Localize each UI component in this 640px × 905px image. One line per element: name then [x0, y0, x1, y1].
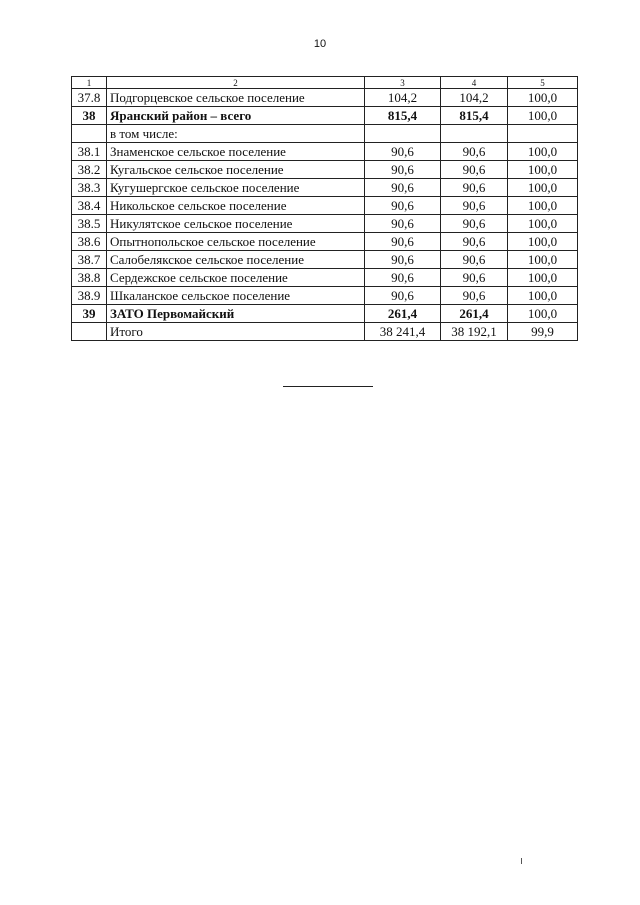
- table-row: [72, 215, 578, 233]
- row-name-cell: Кугальское сельское поселение: [107, 161, 365, 179]
- table-row: [72, 305, 578, 323]
- table-row: [72, 251, 578, 269]
- row-number-cell: 38.6: [72, 233, 107, 251]
- column-header: 1: [72, 77, 107, 89]
- planned-value-cell: 90,6: [365, 269, 441, 287]
- row-number-cell: [72, 125, 107, 143]
- table-row: [72, 125, 578, 143]
- planned-value-cell: [365, 125, 441, 143]
- row-number-cell: 38.7: [72, 251, 107, 269]
- row-name-cell: Кугушергское сельское поселение: [107, 179, 365, 197]
- actual-value-cell: 90,6: [441, 269, 508, 287]
- planned-value-cell: 90,6: [365, 233, 441, 251]
- actual-value-cell: 104,2: [441, 89, 508, 107]
- row-name-cell: Итого: [107, 323, 365, 341]
- actual-value-cell: [441, 125, 508, 143]
- column-header: 2: [107, 77, 365, 89]
- planned-value-cell: 90,6: [365, 287, 441, 305]
- table-row: [72, 161, 578, 179]
- table-row: [72, 323, 578, 341]
- end-rule: [283, 386, 373, 387]
- actual-value-cell: 90,6: [441, 161, 508, 179]
- planned-value-cell: 104,2: [365, 89, 441, 107]
- percent-cell: 100,0: [508, 269, 578, 287]
- row-number-cell: 38.9: [72, 287, 107, 305]
- actual-value-cell: 261,4: [441, 305, 508, 323]
- table-row: [72, 287, 578, 305]
- planned-value-cell: 815,4: [365, 107, 441, 125]
- table-row: [72, 89, 578, 107]
- column-header: 3: [365, 77, 441, 89]
- planned-value-cell: 38 241,4: [365, 323, 441, 341]
- table-row: [72, 269, 578, 287]
- percent-cell: 100,0: [508, 251, 578, 269]
- row-name-cell: Сердежское сельское поселение: [107, 269, 365, 287]
- row-number-cell: 38.4: [72, 197, 107, 215]
- actual-value-cell: 90,6: [441, 233, 508, 251]
- actual-value-cell: 90,6: [441, 143, 508, 161]
- percent-cell: 100,0: [508, 197, 578, 215]
- table-row: [72, 179, 578, 197]
- row-name-cell: Никулятское сельское поселение: [107, 215, 365, 233]
- percent-cell: 100,0: [508, 215, 578, 233]
- allocation-table: [71, 76, 578, 341]
- actual-value-cell: 90,6: [441, 287, 508, 305]
- percent-cell: 100,0: [508, 305, 578, 323]
- table-body: [72, 89, 578, 341]
- row-number-cell: 38.8: [72, 269, 107, 287]
- column-header: 4: [441, 77, 508, 89]
- actual-value-cell: 90,6: [441, 179, 508, 197]
- row-number-cell: 37.8: [72, 89, 107, 107]
- percent-cell: 100,0: [508, 233, 578, 251]
- row-number-cell: 39: [72, 305, 107, 323]
- row-number-cell: 38.3: [72, 179, 107, 197]
- scan-speck: [521, 858, 522, 864]
- planned-value-cell: 90,6: [365, 179, 441, 197]
- row-name-cell: Знаменское сельское поселение: [107, 143, 365, 161]
- actual-value-cell: 90,6: [441, 251, 508, 269]
- planned-value-cell: 261,4: [365, 305, 441, 323]
- row-name-cell: Салобелякское сельское поселение: [107, 251, 365, 269]
- percent-cell: 99,9: [508, 323, 578, 341]
- planned-value-cell: 90,6: [365, 197, 441, 215]
- percent-cell: 100,0: [508, 161, 578, 179]
- row-name-cell: в том числе:: [107, 125, 365, 143]
- row-name-cell: Подгорцевское сельское поселение: [107, 89, 365, 107]
- planned-value-cell: 90,6: [365, 161, 441, 179]
- column-number-row: [72, 77, 578, 89]
- row-name-cell: Яранский район – всего: [107, 107, 365, 125]
- planned-value-cell: 90,6: [365, 251, 441, 269]
- row-number-cell: 38: [72, 107, 107, 125]
- column-header: 5: [508, 77, 578, 89]
- percent-cell: [508, 125, 578, 143]
- table-row: [72, 143, 578, 161]
- table-row: [72, 197, 578, 215]
- row-name-cell: Опытнопольское сельское поселение: [107, 233, 365, 251]
- row-name-cell: ЗАТО Первомайский: [107, 305, 365, 323]
- percent-cell: 100,0: [508, 179, 578, 197]
- row-number-cell: 38.1: [72, 143, 107, 161]
- actual-value-cell: 90,6: [441, 215, 508, 233]
- page-number: 10: [313, 38, 327, 50]
- percent-cell: 100,0: [508, 143, 578, 161]
- row-number-cell: [72, 323, 107, 341]
- row-number-cell: 38.2: [72, 161, 107, 179]
- actual-value-cell: 38 192,1: [441, 323, 508, 341]
- row-name-cell: Шкаланское сельское поселение: [107, 287, 365, 305]
- table-row: [72, 233, 578, 251]
- table-row: [72, 107, 578, 125]
- percent-cell: 100,0: [508, 89, 578, 107]
- percent-cell: 100,0: [508, 287, 578, 305]
- percent-cell: 100,0: [508, 107, 578, 125]
- actual-value-cell: 90,6: [441, 197, 508, 215]
- planned-value-cell: 90,6: [365, 215, 441, 233]
- planned-value-cell: 90,6: [365, 143, 441, 161]
- row-name-cell: Никольское сельское поселение: [107, 197, 365, 215]
- row-number-cell: 38.5: [72, 215, 107, 233]
- actual-value-cell: 815,4: [441, 107, 508, 125]
